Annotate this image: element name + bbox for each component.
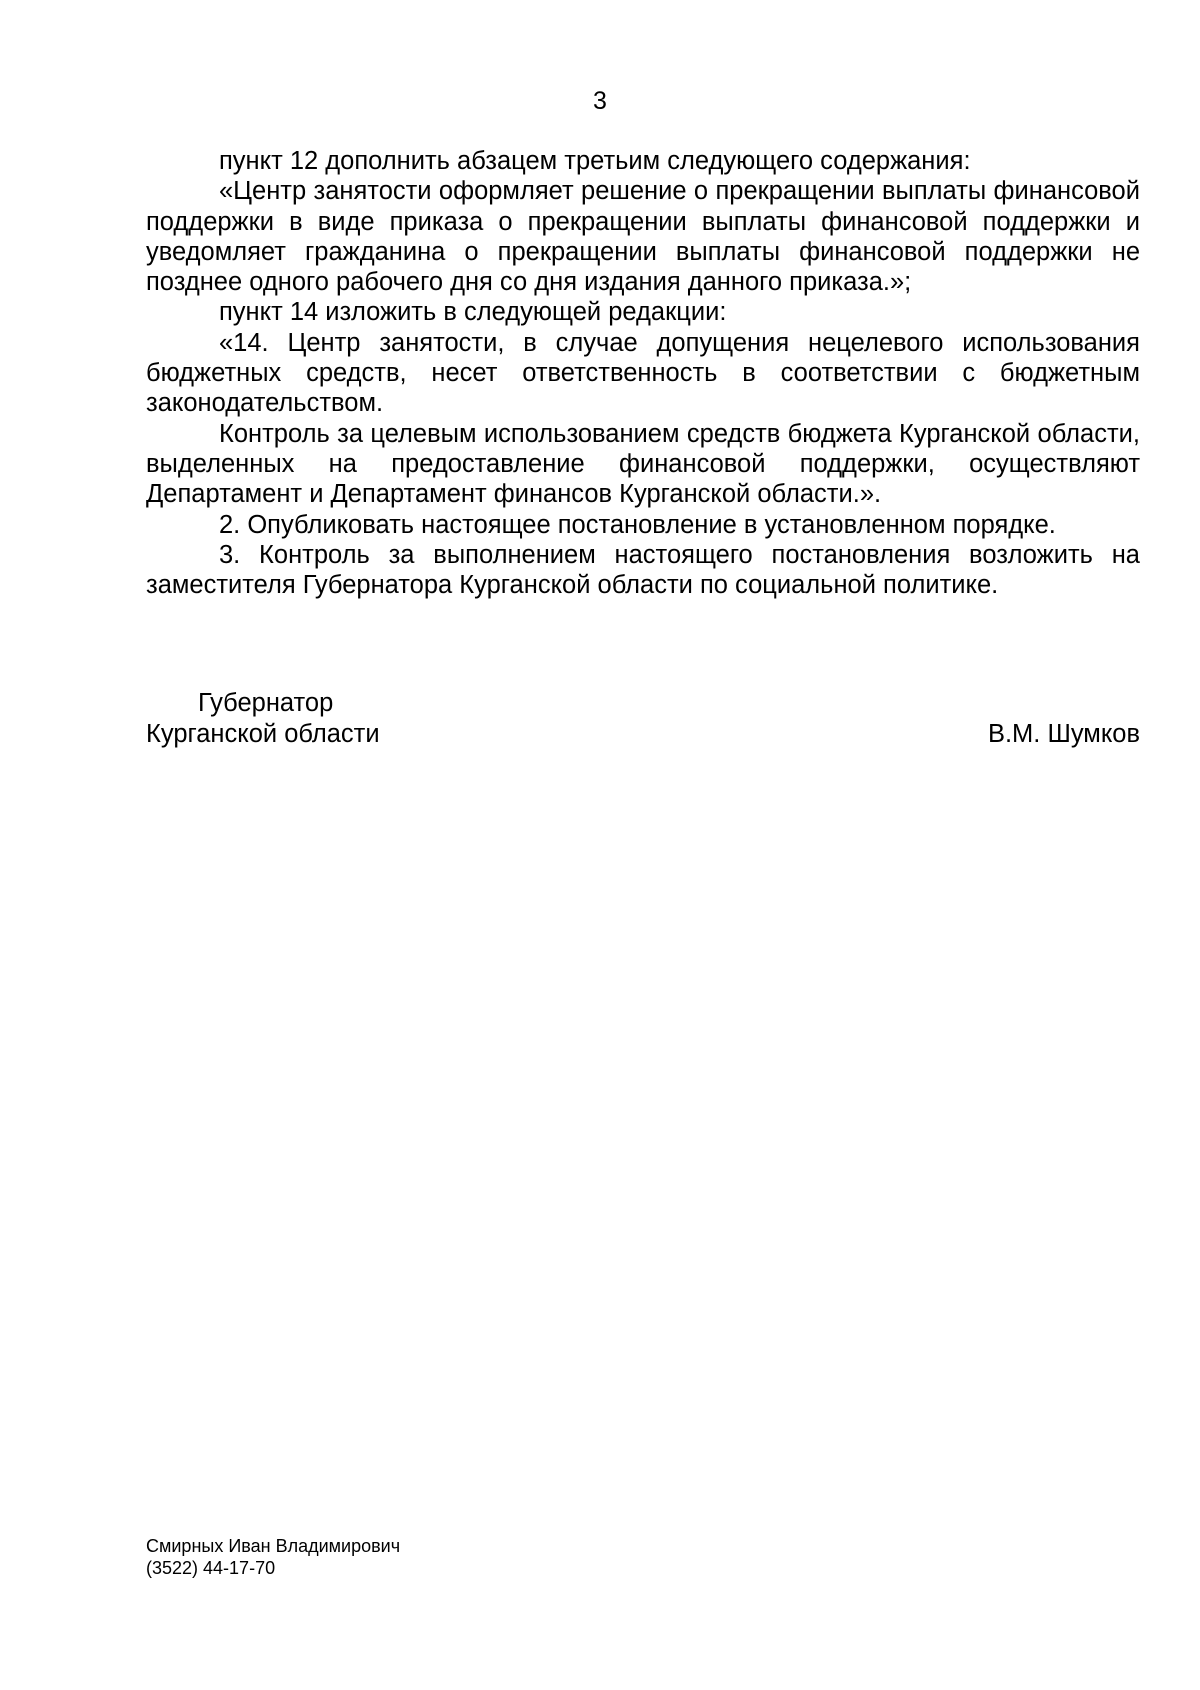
paragraph-control-execution: 3. Контроль за выполнением настоящего постановления возложить на заместителя Губернатора Курганской области по социальной политике.	[146, 540, 1140, 600]
paragraph-item-12-amendment: пункт 12 дополнить абзацем третьим следующего содержания:	[219, 147, 971, 175]
page-number: 3	[593, 87, 607, 115]
executor-info	[146, 1535, 400, 1579]
paragraph-quote-employment-center-decision: «Центр занятости оформляет решение о прекращении выплаты финансовой поддержки в виде приказа о прекращении выплаты финансовой поддержки и уведомляет гражданина о прекращении выплаты финансовой поддержки не позднее одного рабочего дня со дня издания данного приказа.»;	[146, 177, 1140, 297]
signature-block	[146, 688, 1140, 758]
paragraph-control-budget: Контроль за целевым использованием средств бюджета Курганской области, выделенных на предоставление финансовой поддержки, осуществляют Департамент и Департамент финансов Курганской области.».	[146, 419, 1140, 509]
paragraph-publish: 2. Опубликовать настоящее постановление в установленном порядке.	[219, 510, 1056, 539]
paragraph-quote-item-14: «14. Центр занятости, в случае допущения нецелевого использования бюджетных средств, несет ответственность в соответствии с бюджетным законодательством.	[146, 328, 1140, 418]
signatory-position-title: Губернатор	[198, 689, 334, 717]
document-body	[146, 146, 1140, 600]
paragraph-item-14-amendment: пункт 14 изложить в следующей редакции:	[219, 298, 727, 327]
signatory-position-region: Курганской области	[146, 720, 380, 748]
executor-phone: (3522) 44-17-70	[146, 1558, 276, 1578]
signatory-name: В.М. Шумков	[987, 720, 1140, 748]
executor-name: Смирных Иван Владимирович	[146, 1536, 401, 1556]
